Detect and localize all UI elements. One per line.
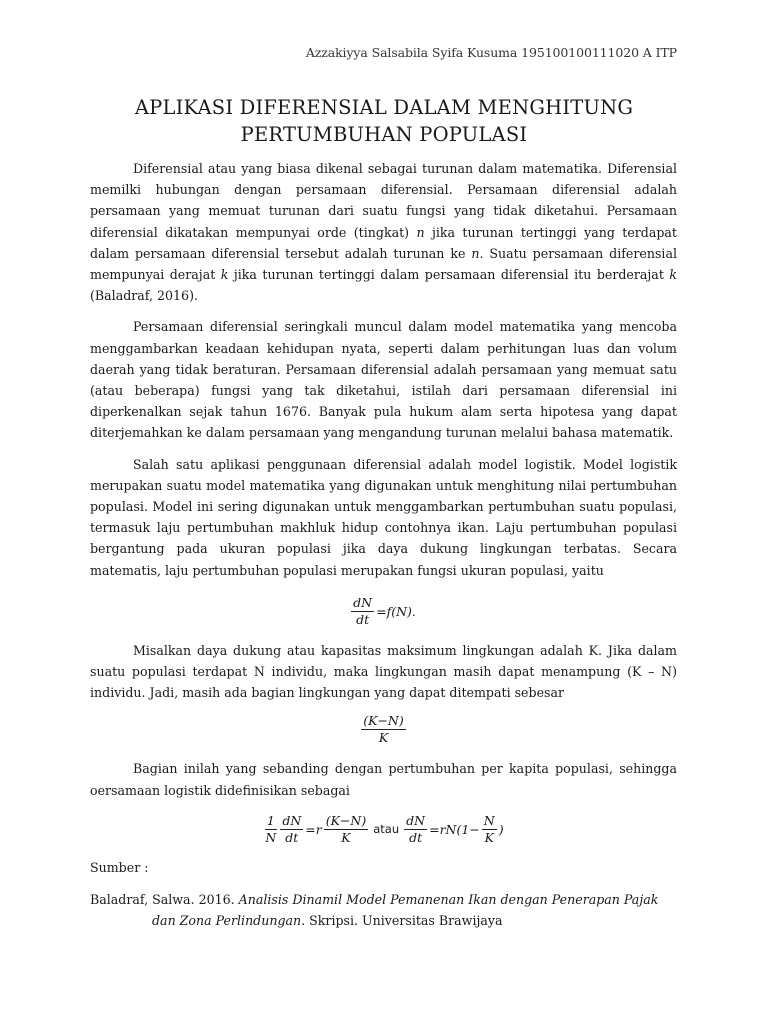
p1-var-n2: n. bbox=[471, 245, 484, 261]
eq3-equals-rn: =rN(1− bbox=[429, 821, 480, 837]
p1-text-a: Diferensial atau yang biasa dikenal sebagai turunan dalam matematika. Diferensial memilki hubungan dengan persamaan diferensial. Persamaan diferensial adalah persamaan yang memuat turunan dari suatu fungsi yang tidak diketahui. Persamaan diferensial dikatakan mempunyai orde (tingkat) bbox=[90, 161, 677, 240]
eq3-f3-num: (K−N) bbox=[325, 812, 367, 828]
p1-var-k: k bbox=[220, 267, 229, 283]
p1-text-d: jika turunan tertinggi dalam persamaan diferensial itu berderajat bbox=[228, 267, 670, 283]
author-header: Azzakiyya Salsabila Syifa Kusuma 195100100111020 A ITP bbox=[305, 45, 677, 60]
p1-text-e: (Baladraf, 2016). bbox=[90, 288, 198, 304]
equation-3 bbox=[90, 813, 677, 846]
p1-var-n: n bbox=[416, 224, 425, 240]
document-body bbox=[90, 158, 677, 931]
eq1-fraction bbox=[351, 595, 374, 628]
paragraph-4: Misalkan daya dukung atau kapasitas maksimum lingkungan adalah K. Jika dalam suatu populasi terdapat N individu, maka lingkungan masih dapat menampung (K – N) individu. Jadi, masih ada bagian lingkungan yang dapat ditempati sebesar bbox=[90, 642, 677, 701]
p1-var-k2: k bbox=[669, 267, 677, 283]
paragraph-5: Bagian inilah yang sebanding dengan pertumbuhan per kapita populasi, sehingga oersamaan logistik didefinisikan sebagai bbox=[90, 761, 677, 798]
eq3-f3-den: K bbox=[341, 829, 351, 845]
eq1-rhs: =f(N). bbox=[376, 603, 416, 619]
document-title bbox=[0, 94, 768, 148]
eq3-close-paren: ) bbox=[498, 821, 504, 837]
eq3-fraction-5 bbox=[482, 813, 497, 846]
p1-text-b: jika turunan tertinggi yang terdapat dalam persamaan diferensial tersebut adalah turunan ke bbox=[90, 224, 677, 261]
eq3-fraction-4 bbox=[404, 813, 427, 846]
paragraph-2: Persamaan diferensial seringkali muncul dalam model matematika yang mencoba menggambarkan keadaan kehidupan nyata, seperti dalam perhitungan luas dan volum daerah yang tidak beraturan. Persamaan diferensial adalah persamaan yang memuat satu (atau beberapa) fungsi yang tak diketahui, istilah dari persamaan diferensial ini diperkenalkan sejak tahun 1676. Banyak pula hukum alam serta hipotesa yang dapat diterjemahkan ke dalam persamaan yang mengandung turunan melalui bahasa matematik. bbox=[90, 319, 677, 441]
eq1-numerator: dN bbox=[353, 594, 373, 610]
reference-rest: . Skripsi. Universitas Brawijaya bbox=[301, 913, 503, 929]
eq3-fraction-3 bbox=[324, 813, 369, 846]
eq3-f2-den: dt bbox=[285, 829, 299, 845]
eq3-f4-num: dN bbox=[406, 812, 426, 828]
eq3-equals-r: =r bbox=[305, 821, 322, 837]
eq2-numerator: (K−N) bbox=[363, 713, 404, 729]
reference-entry bbox=[90, 889, 677, 931]
reference-author: Baladraf, Salwa. 2016. bbox=[90, 891, 239, 907]
reference-title: Analisis Dinamil Model Pemanenan Ikan dengan Penerapan Pajak dan Zona Perlindungan bbox=[152, 891, 659, 929]
equation-1 bbox=[90, 595, 677, 628]
eq2-fraction bbox=[361, 713, 406, 746]
eq3-f1-num: 1 bbox=[266, 812, 275, 828]
eq3-f1-den: N bbox=[265, 829, 277, 845]
eq3-f5-num: N bbox=[483, 812, 495, 828]
paragraph-3: Salah satu aplikasi penggunaan diferensial adalah model logistik. Model logistik merupakan suatu model matematika yang digunakan untuk menghitung nilai pertumbuhan populasi. Model ini sering digunakan untuk menggambarkan pertumbuhan suatu populasi, termasuk laju pertumbuhan makhluk hidup contohnya ikan. Laju pertumbuhan populasi bergantung pada ukuran populasi jika daya dukung lingkungan terbatas. Secara matematis, laju pertumbuhan populasi merupakan fungsi ukuran populasi, yaitu bbox=[90, 456, 677, 578]
eq3-fraction-1 bbox=[263, 813, 278, 846]
paragraph-1 bbox=[90, 158, 677, 306]
eq3-fraction-2 bbox=[280, 813, 303, 846]
eq3-f2-num: dN bbox=[282, 812, 302, 828]
title-line-1: APLIKASI DIFERENSIAL DALAM MENGHITUNG bbox=[134, 96, 634, 119]
title-line-2: PERTUMBUHAN POPULASI bbox=[240, 123, 528, 146]
equation-2 bbox=[90, 713, 677, 746]
eq3-f5-den: K bbox=[484, 829, 494, 845]
sources-label: Sumber : bbox=[90, 859, 149, 875]
eq3-f4-den: dt bbox=[409, 829, 423, 845]
eq2-denominator: K bbox=[378, 730, 389, 746]
p1-text-c: Suatu persamaan diferensial mempunyai derajat bbox=[90, 245, 677, 283]
eq1-denominator: dt bbox=[356, 611, 370, 627]
eq3-word-atau: atau bbox=[373, 822, 400, 837]
